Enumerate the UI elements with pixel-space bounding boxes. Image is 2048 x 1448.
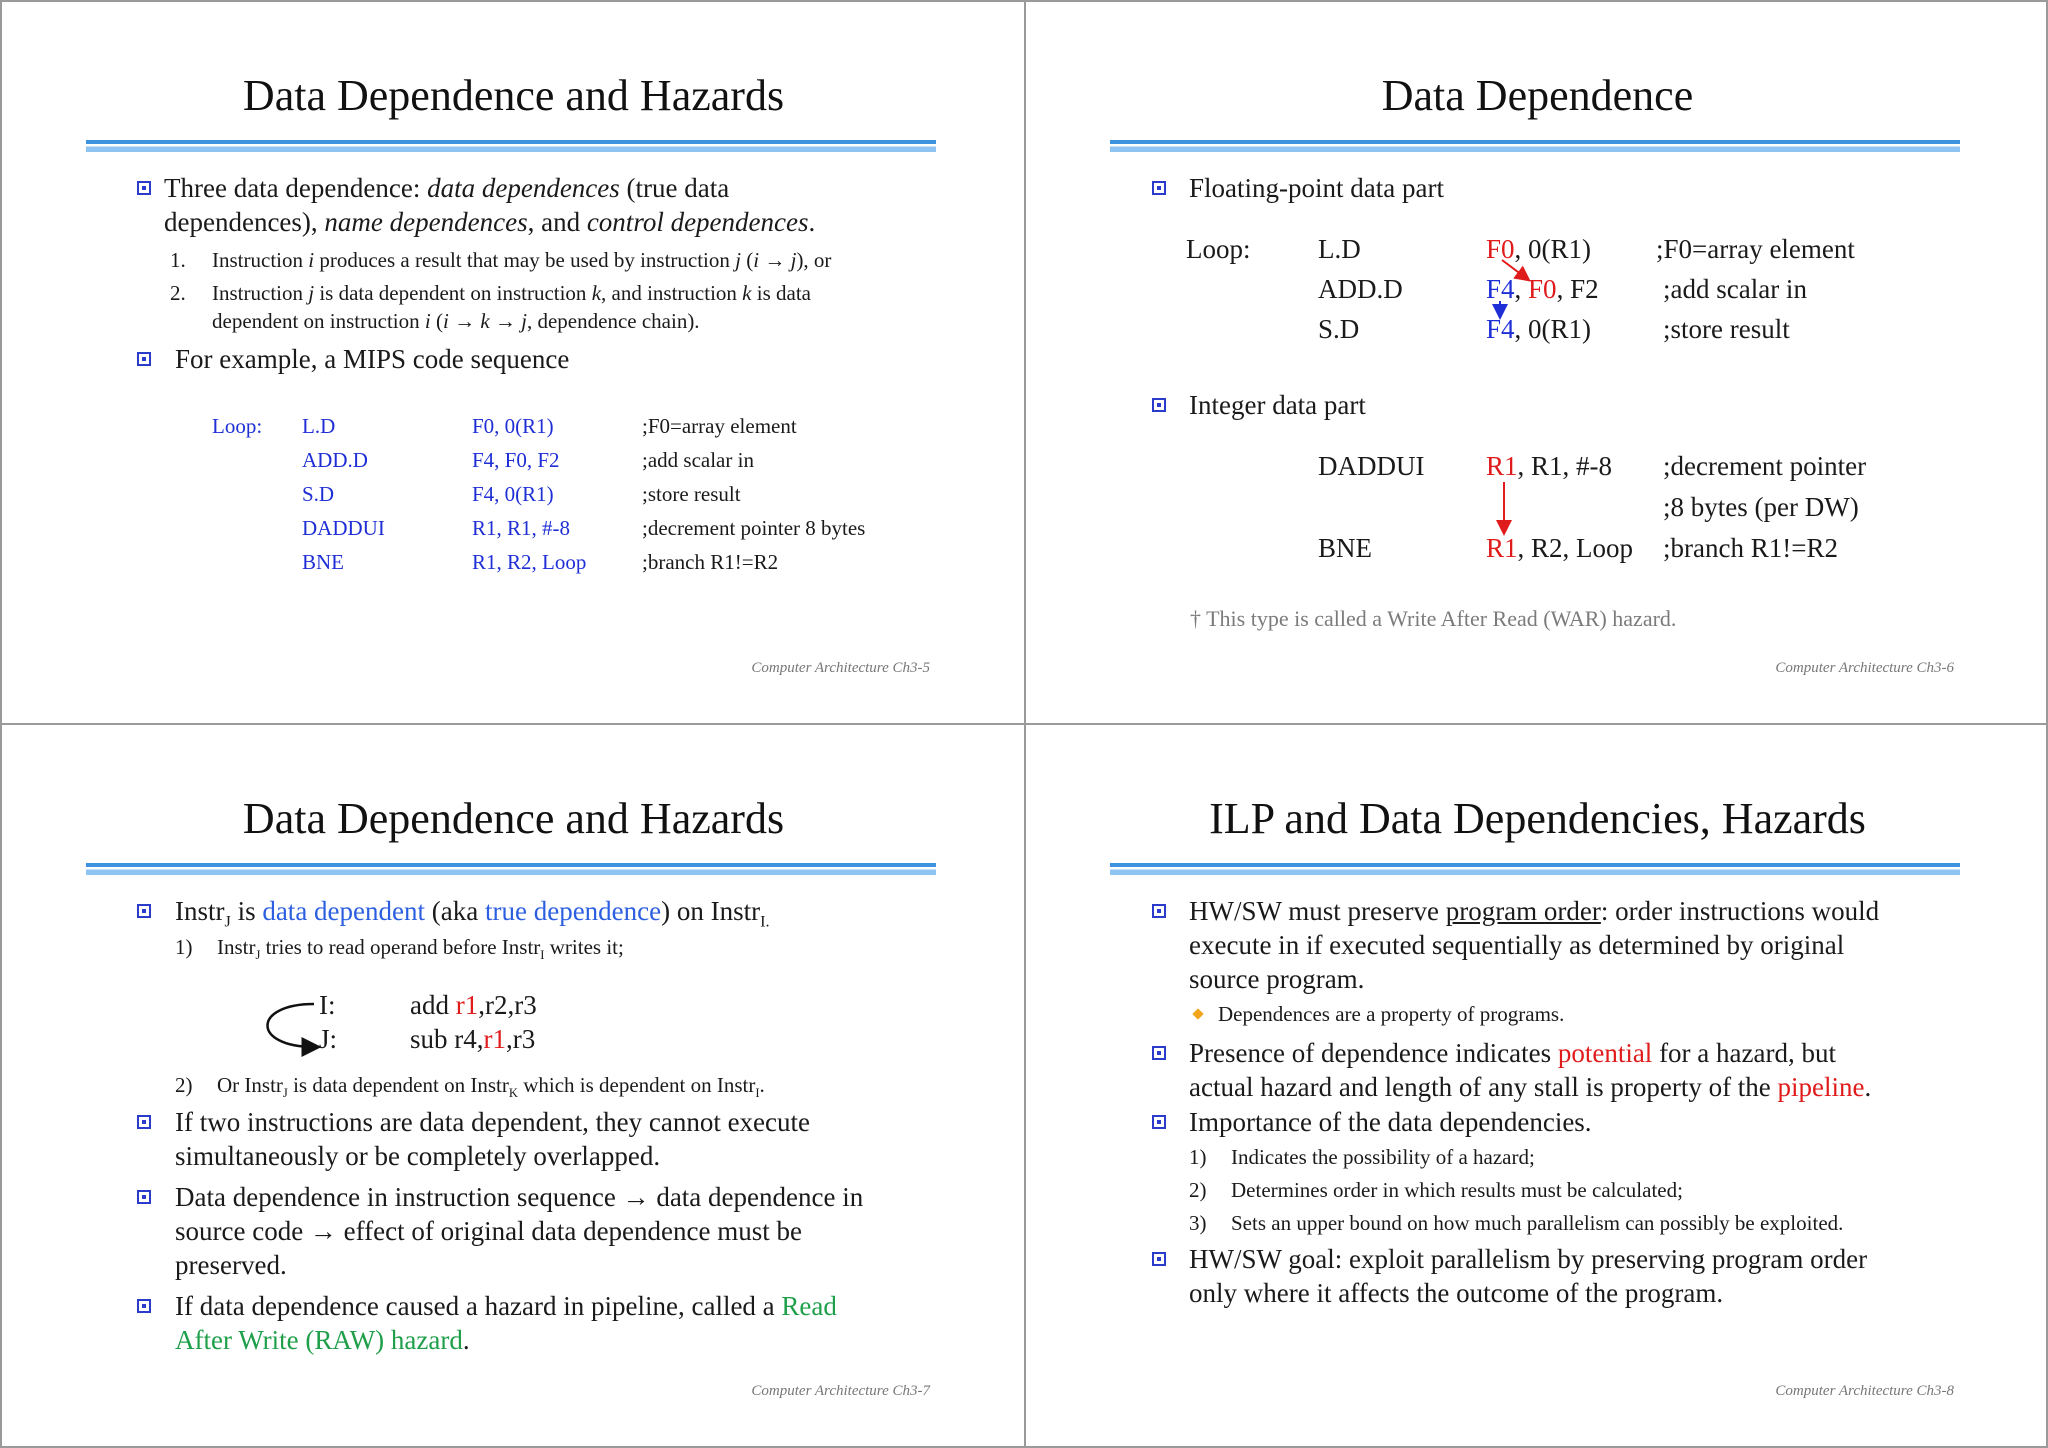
list-item: Instr$_J$ tries to read operand before Instr$_I$ writes it;	[217, 935, 624, 963]
bullet-text: Three data dependence: data dependences (true data	[164, 173, 730, 203]
slide-title: Data Dependence and Hazards	[242, 71, 785, 120]
list-item-cont: dependent on instruction i (i → k → j, dependence chain).	[212, 309, 700, 333]
code-args: F4, 0(R1)	[472, 482, 554, 506]
code-args: F0, 0(R1)	[472, 414, 554, 438]
slide-title: Data Dependence and Hazards	[242, 794, 785, 843]
slide-ch3-6	[1026, 2, 2048, 725]
code-op: L.D	[302, 414, 336, 438]
code-comment: ;branch R1!=R2	[642, 550, 779, 574]
code-op: DADDUI	[302, 516, 385, 540]
bullet-text-cont: After Write (RAW) hazard.	[175, 1325, 470, 1355]
bullet-text-cont: preserved.	[175, 1250, 287, 1280]
code-op: ADD.D	[302, 448, 368, 472]
code-args: F0, 0(R1)	[1486, 234, 1592, 264]
code-op: ADD.D	[1318, 274, 1403, 304]
bullet-text: HW/SW must preserve program order: order instructions would	[1189, 896, 1880, 926]
code-op: S.D	[1318, 314, 1360, 344]
bullet-text: For example, a MIPS code sequence	[175, 344, 570, 374]
title-underline-bar	[1110, 863, 1960, 875]
bullet-icon	[1152, 1115, 1166, 1129]
code-args: F4, 0(R1)	[1486, 314, 1592, 344]
slide-footer: Computer Architecture Ch3-7	[751, 1383, 930, 1399]
code-comment: ;F0=array element	[642, 414, 797, 438]
bullet-text: Integer data part	[1189, 390, 1366, 420]
code-comment: ;add scalar in	[1663, 274, 1807, 304]
bullet-text: Data dependence in instruction sequence → data dependence in	[175, 1182, 864, 1212]
list-number: 2)	[1189, 1178, 1207, 1202]
bullet-text: HW/SW goal: exploit parallelism by preserving program order	[1189, 1244, 1868, 1274]
bullet-text: If two instructions are data dependent, they cannot execute	[175, 1107, 811, 1137]
code-comment: ;store result	[642, 482, 741, 506]
bullet-icon	[137, 1115, 151, 1129]
bullet-icon	[1152, 904, 1166, 918]
footnote: † This type is called a Write After Read (WAR) hazard.	[1190, 606, 1677, 631]
slide-title: ILP and Data Dependencies, Hazards	[1209, 794, 1866, 843]
code-comment: ;add scalar in	[642, 448, 754, 472]
code-op: L.D	[1318, 234, 1361, 264]
bullet-text: If data dependence caused a hazard in pipeline, called a Read	[175, 1291, 837, 1321]
sub-bullet-text: Dependences are a property of programs.	[1218, 1002, 1565, 1026]
code-label: Loop:	[1186, 234, 1251, 264]
slide-ch3-8	[1026, 725, 2048, 1448]
list-item: Indicates the possibility of a hazard;	[1231, 1145, 1535, 1169]
list-number: 1)	[175, 935, 193, 959]
example-instr: add r1,r2,r3	[410, 990, 537, 1020]
list-item: Instruction i produces a result that may be used by instruction j (i → j), or	[212, 248, 832, 272]
bullet-text: Instr$_J$ is data dependent (aka true dependence) on Instr$_{I.}$	[175, 896, 770, 931]
slide-ch3-5	[2, 2, 1025, 725]
slide-footer: Computer Architecture Ch3-8	[1775, 1383, 1954, 1399]
code-args: R1, R1, #-8	[472, 516, 571, 540]
list-item: Instruction j is data dependent on instruction k, and instruction k is data	[212, 281, 811, 305]
code-comment: ;decrement pointer	[1663, 451, 1867, 481]
bullet-text-cont: source code → effect of original data dependence must be	[175, 1216, 802, 1246]
slide-title: Data Dependence	[1381, 71, 1694, 120]
code-op: BNE	[1318, 533, 1372, 563]
example-label: I:	[319, 990, 336, 1020]
code-comment: ;8 bytes (per DW)	[1663, 492, 1859, 522]
bullet-icon	[1152, 1252, 1166, 1266]
slide-footer: Computer Architecture Ch3-5	[751, 660, 930, 676]
slide-footer: Computer Architecture Ch3-6	[1775, 660, 1954, 676]
code-args: F4, F0, F2	[472, 448, 560, 472]
bullet-text-cont: actual hazard and length of any stall is property of the pipeline.	[1189, 1072, 1872, 1102]
code-op: DADDUI	[1318, 451, 1425, 481]
slide-ch3-7	[2, 725, 1025, 1448]
list-number: 2.	[170, 281, 186, 305]
list-number: 3)	[1189, 1211, 1207, 1235]
bullet-text-cont: execute in if executed sequentially as determined by original	[1189, 930, 1845, 960]
bullet-text-cont: source program.	[1189, 964, 1365, 994]
bullet-text-cont: simultaneously or be completely overlapped.	[175, 1141, 661, 1171]
bullet-icon	[1152, 1046, 1166, 1060]
list-number: 1)	[1189, 1145, 1207, 1169]
list-item: Determines order in which results must be calculated;	[1231, 1178, 1683, 1202]
code-op: BNE	[302, 550, 344, 574]
list-item: Or Instr$_J$ is data dependent on Instr$_K$ which is dependent on Instr$_I$.	[217, 1073, 765, 1101]
bullet-icon	[137, 1299, 151, 1313]
code-comment: ;decrement pointer 8 bytes	[642, 516, 866, 540]
bullet-icon	[1152, 398, 1166, 412]
bullet-text-cont: dependences), name dependences, and control dependences.	[164, 207, 816, 237]
code-label: Loop:	[212, 414, 263, 438]
code-comment: ;F0=array element	[1656, 234, 1855, 264]
list-item: Sets an upper bound on how much parallelism can possibly be exploited.	[1231, 1211, 1844, 1235]
war-arrow-fp	[1502, 260, 1526, 278]
diamond-bullet-icon	[1192, 1008, 1203, 1019]
title-underline-bar	[86, 140, 936, 152]
bullet-icon	[137, 1190, 151, 1204]
code-args: R1, R2, Loop	[1486, 533, 1634, 563]
code-args: R1, R2, Loop	[472, 550, 587, 574]
example-label: J:	[319, 1024, 338, 1054]
list-number: 1.	[170, 248, 186, 272]
example-instr: sub r4,r1,r3	[410, 1024, 536, 1054]
code-comment: ;store result	[1663, 314, 1790, 344]
bullet-icon	[137, 181, 151, 195]
bullet-icon	[137, 352, 151, 366]
code-args: R1, R1, #-8	[1486, 451, 1613, 481]
bullet-text: Importance of the data dependencies.	[1189, 1107, 1592, 1137]
code-comment: ;branch R1!=R2	[1663, 533, 1838, 563]
bullet-text: Presence of dependence indicates potential for a hazard, but	[1189, 1038, 1836, 1068]
code-op: S.D	[302, 482, 335, 506]
list-number: 2)	[175, 1073, 193, 1097]
curved-arrow	[268, 1004, 315, 1047]
code-args: F4, F0, F2	[1486, 274, 1599, 304]
bullet-text-cont: only where it affects the outcome of the program.	[1189, 1278, 1724, 1308]
bullet-text: Floating-point data part	[1189, 173, 1444, 203]
